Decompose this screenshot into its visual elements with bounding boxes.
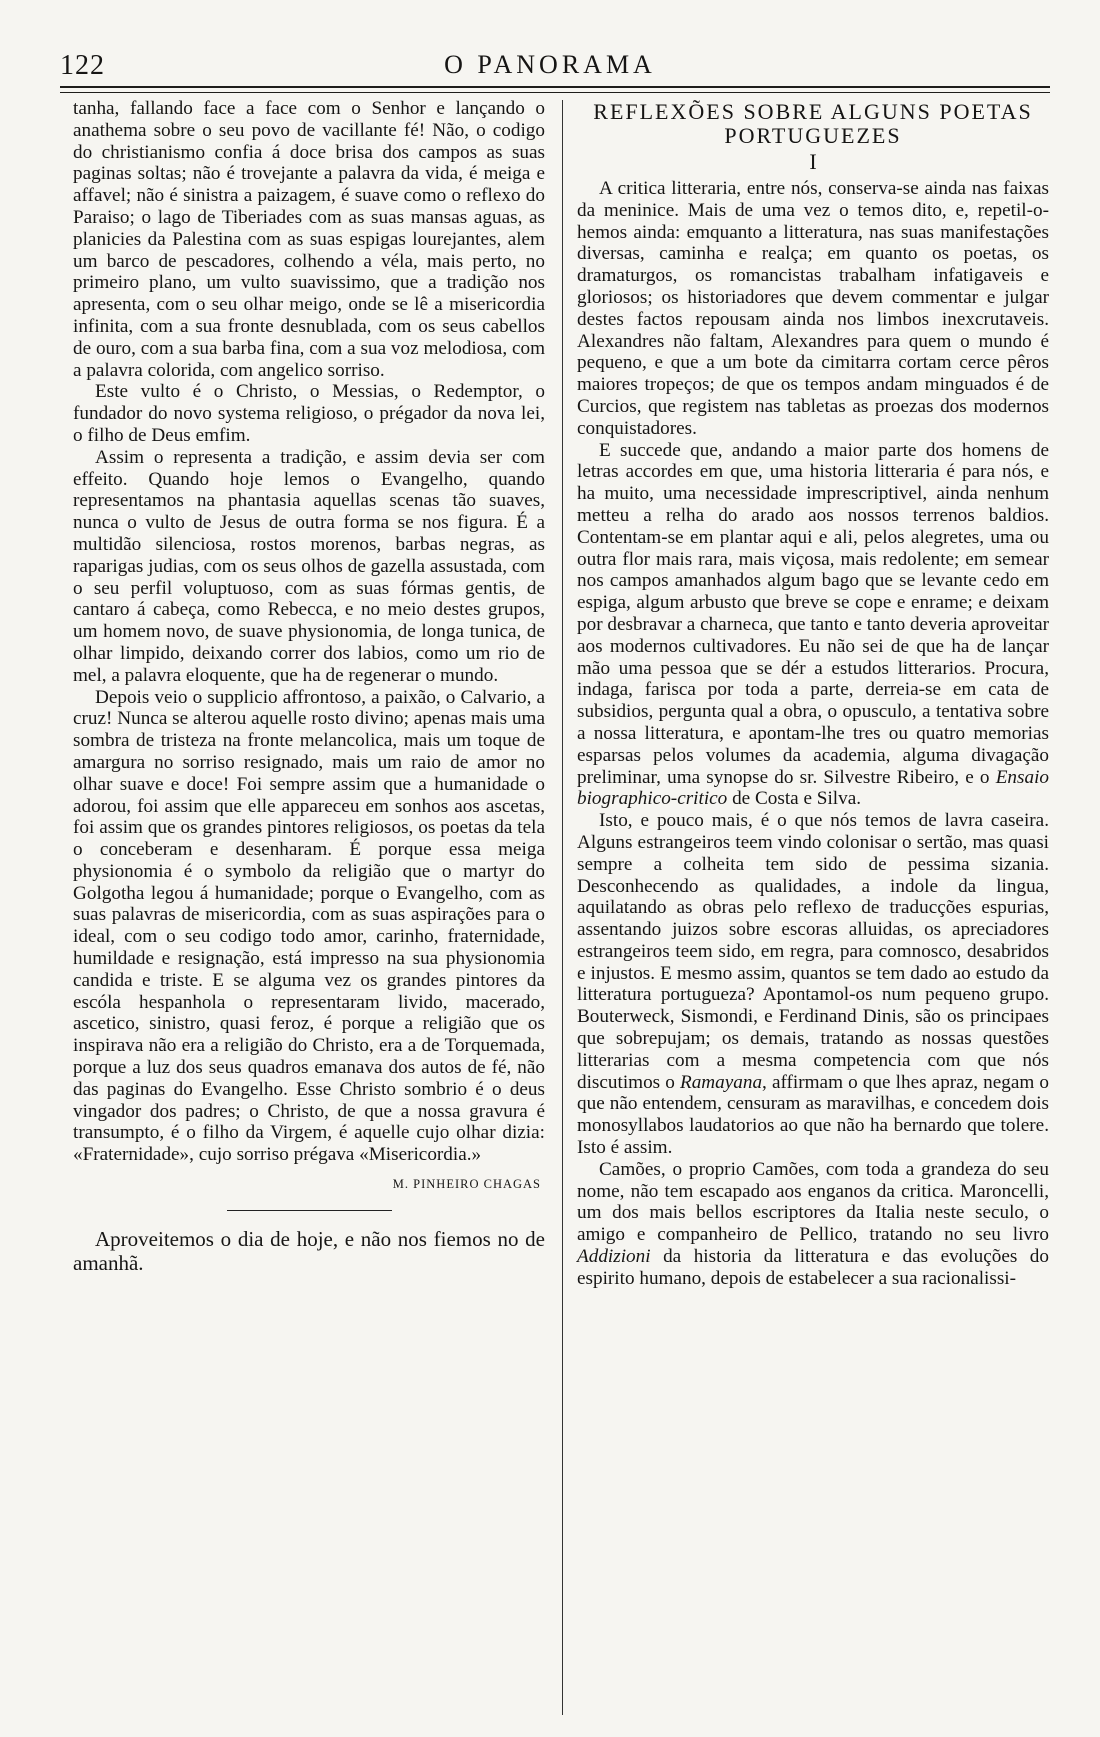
right-paragraph-1: A critica litteraria, entre nós, conserva-se ainda nas faixas da meninice. Mais de uma vez o temos dito, e, repetil-o-hemos ainda: emquanto a litteratura, nas suas manifestações diversas, caminha e realça; em quanto os poetas, os dramaturgos, os romancistas trabalham infatigaveis e gloriosos; os historiadores que devem commentar e julgar destes factos repousam ainda nos limbos inexcrutaveis. Alexandres não faltam, Alexandres para quem o mundo é pequeno, e que a um bote da cimitarra cortam cerce pêros maiores tropeços; de que os tempos andam minguados é de Curcios, que registem nas tabletas as proezas dos modernos conquistadores.	[577, 178, 1049, 439]
right-paragraph-2-text: E succede que, andando a maior parte dos homens de letras accordes em que, uma historia litteraria é para nós, e ha muito, uma necessidade imprescriptivel, ainda nenhum metteu a relha do arado aos nossos terrenos baldios. Contentam-se em plantar aqui e ali, pelos alegretes, uma ou outra flor mais rara, mais viçosa, mais redolente; em semear nos campos amanhados algum bago que se levante cedo em espiga, algum arbusto que breve se cope e enrame; e deixam por desbravar a charneca, que tanto e tanto deveria aproveitar aos modernos cultivadores. Eu não sei de que ha de lançar mão uma pessoa que se dér a estudos litterarios. Procura, indaga, farisca por toda a parte, derreia-se em cata de subsidios, pergunta qual a obra, o opusculo, a tentativa sobre a nossa litteratura, e apontam-lhe tres ou quatro memorias esparsas pelos volumes da academia, alguma divagação preliminar, uma synopse do sr. Silvestre Ribeiro, e o	[577, 439, 1049, 788]
right-paragraph-4-text: Camões, o proprio Camões, com toda a grandeza do seu nome, não tem escapado aos enganos da critica. Maroncelli, um dos mais bellos escriptores da Italia neste seculo, o amigo e companheiro de Pellico, tratando no seu livro	[577, 1158, 1049, 1246]
left-paragraph-3: Assim o representa a tradição, e assim devia ser com effeito. Quando hoje lemos o Evangelho, quando representamos na phantasia aquellas scenas tão suaves, nunca o vulto de Jesus de outra forma se nos figura. É a multidão silenciosa, rostos morenos, barbas negras, as raparigas judias, com os seus olhos de gazella assustada, com o seu perfil voluptuoso, com as suas fórmas gentis, de cantaro á cabeça, como Rebecca, e no meio destes grupos, um homem novo, de suave physionomia, de longa tunica, de olhar limpido, deixando correr dos labios, como um rio de mel, a palavra eloquente, que ha de regenerar o mundo.	[73, 446, 545, 686]
left-column	[73, 98, 545, 1275]
right-paragraph-4-tail: da historia da litteratura e das evoluções do espirito humano, depois de estabelecer a sua racionalissi-	[577, 1246, 1049, 1289]
right-paragraph-4	[577, 1159, 1049, 1290]
left-paragraph-1: tanha, fallando face a face com o Senhor e lançando o anathema sobre o seu povo de vacillante fé! Não, o codigo do christianismo confia á doce brisa dos campos as suas paginas soltas; não é trovejante a palavra da vida, é meiga e affavel; não é sinistra a paizagem, é suave como o reflexo do Paraiso; o lago de Tiberiades com as suas mansas aguas, as planicies da Palestina com as suas espigas lourejantes, alem um barco de pescadores, colhendo a véla, mais perto, no primeiro plano, um vulto suavissimo, que a tradição nos apresenta, com o seu olhar meigo, onde se lê a misericordia infinita, com a sua fronte desnublada, com os seus cabellos de ouro, com a sua barba fina, com a sua voz melodiosa, com a palavra colorida, com angelico sorriso.	[73, 98, 545, 381]
right-paragraph-2-tail: de Costa e Silva.	[727, 788, 862, 810]
column-divider	[562, 100, 563, 1715]
maxim-text: Aproveitemos o dia de hoje, e não nos fiemos no de amanhã.	[73, 1226, 545, 1275]
right-paragraph-2	[577, 440, 1049, 811]
right-paragraph-3-tail: , affirmam o que lhes apraz, negam o que não entendem, censuram as maravilhas, e concedem dois monosyllabos laudatorios ao que não ha bernardo que tolere. Isto é assim.	[577, 1071, 1049, 1159]
running-head: O PANORAMA	[444, 50, 656, 79]
article-title: REFLEXÕES SOBRE ALGUNS POETAS PORTUGUEZES	[593, 99, 1033, 148]
article-section-number: I	[809, 149, 817, 174]
page-number: 122	[60, 50, 105, 81]
book-title-addizioni: Addizioni	[577, 1246, 651, 1268]
maxim	[73, 1227, 545, 1275]
left-paragraph-2: Este vulto é o Christo, o Messias, o Redemptor, o fundador do novo systema religioso, o prégador da nova lei, o filho de Deus emfim.	[73, 381, 545, 446]
author-signature: M. PINHEIRO CHAGAS	[392, 1177, 541, 1192]
left-paragraph-4: Depois veio o supplicio affrontoso, a paixão, o Calvario, a cruz! Nunca se alterou aquelle rosto divino; apenas mais uma sombra de tristeza na fronte melancolica, mais um toque de amargura no sorriso resignado, mais um raio de amor no olhar suave e doce! Foi sempre assim que a humanidade o adorou, foi assim que elle appareceu em sonhos aos ascetas, foi assim que os grandes pintores religiosos, os poetas da tela o conceberam e desenharam. É porque essa meiga physionomia é o symbolo da religião que o martyr do Golgotha legou á humanidade; porque o Evangelho, com as suas palavras de misericordia, com as suas aspirações para o ideal, com o seu codigo todo amor, carinho, fraternidade, humildade e resignação, está impresso na sua physionomia candida e triste. E se alguma vez os grandes pintores da escóla hespanhola o representaram livido, macerado, ascetico, sinistro, quasi feroz, é porque a religião que os inspirava não era a religião do Christo, era a de Torquemada, porque a luz dos seus quadros emanava dos autos de fé, não das paginas do Evangelho. Esse Christo sombrio é o deus vingador dos padres; o Christo, de que a nossa gravura é transumpto, é o filho da Virgem, é aquelle cujo olhar dizia: «Fraternidade», cujo sorriso prégava «Misericordia.»	[73, 686, 545, 1166]
section-separator	[227, 1210, 392, 1211]
right-paragraph-3	[577, 810, 1049, 1159]
right-column	[577, 98, 1049, 1290]
right-paragraph-3-text: Isto, e pouco mais, é o que nós temos de lavra caseira. Alguns estrangeiros teem vindo colonisar o sertão, mas quasi sempre a colheita tem sido de pessima sizania. Desconhecendo as qualidades, a indole da lingua, aquilatando as obras pelo reflexo de traducções espurias, assentando juizos sobre escoras alluidas, os apreciadores estrangeiros teem sido, em regra, para comnosco, desabridos e injustos. E mesmo assim, quantos se tem dado ao estudo da litteratura portugueza? Apontamol-os num pequeno grupo. Bouterweck, Sismondi, e Ferdinand Dinis, são os principaes que sobrepujam; os demais, tratando as nossas questões litterarias com a mesma competencia com que nós discutimos o	[577, 810, 1049, 1093]
header-rule	[60, 86, 1050, 88]
header-rule-thin	[60, 92, 1050, 93]
book-title-ensaio: Ensaio biographico-critico	[577, 766, 1049, 810]
book-title-ramayana: Ramayana	[679, 1071, 763, 1093]
